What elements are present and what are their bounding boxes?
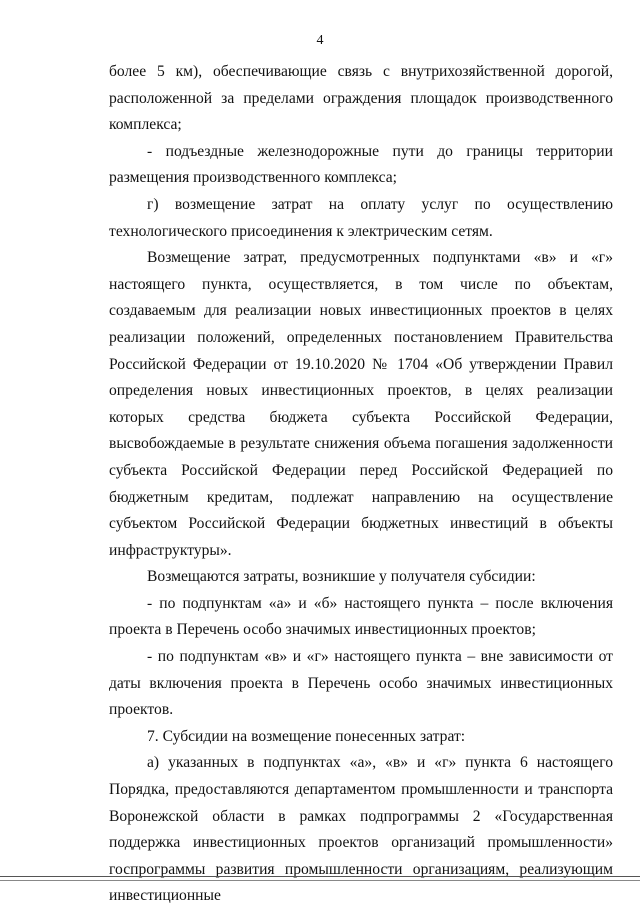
- bottom-divider-secondary: [0, 880, 640, 881]
- paragraph-railway-tracks: - подъездные железнодорожные пути до границы территории размещения производственного комплекса;: [109, 142, 613, 187]
- paragraph-continuation: более 5 км), обеспечивающие связь с внутрихозяйственной дорогой, расположенной за пределами ограждения площадок производственного комплекса;: [109, 63, 613, 134]
- paragraph-bullet-v-g: - по подпунктам «в» и «г» настоящего пункта – вне зависимости от даты включения проекта в Перечень особо значимых инвестиционных проектов.: [109, 648, 613, 719]
- paragraph-subitem-g: г) возмещение затрат на оплату услуг по осуществлению технологического присоединения к электрическим сетям.: [109, 195, 613, 240]
- paragraph-cost-reimbursement: Возмещение затрат, предусмотренных подпунктами «в» и «г» настоящего пункта, осуществляется, в том числе по объектам, создаваемым для реализации новых инвестиционных проектов в целях реализации положений, определенных постановлением Правительства Российской Федерации от 19.10.2020 № 1704 «Об утверждении Правил определения новых инвестиционных проектов, в целях реализации которых средства бюджета субъекта Российской Федерации, высвобождаемые в результате снижения объема погашения задолженности субъекта Российской Федерации перед Российской Федерацией по бюджетным кредитам, подлежат направлению на осуществление субъектом Российской Федерации бюджетных инвестиций в объекты инфраструктуры».: [109, 249, 613, 559]
- bottom-divider: [0, 876, 640, 877]
- paragraph-costs-incurred: Возмещаются затраты, возникшие у получателя субсидии:: [147, 568, 536, 586]
- page-number: 4: [316, 33, 324, 48]
- paragraph-subitem-a: а) указанных в подпунктах «а», «в» и «г» пункта 6 настоящего Порядка, предоставляются департаментом промышленности и транспорта Воронежской области в рамках подпрограммы 2 «Государственная поддержка инвестиционных проектов организаций промышленности» госпрограммы развития промышленности организациям, реализующим инвестиционные: [109, 754, 613, 905]
- paragraph-bullet-a-b: - по подпунктам «а» и «б» настоящего пункта – после включения проекта в Перечень особо значимых инвестиционных проектов;: [109, 594, 613, 639]
- document-body: [109, 59, 613, 910]
- paragraph-section-7: 7. Субсидии на возмещение понесенных затрат:: [147, 727, 466, 745]
